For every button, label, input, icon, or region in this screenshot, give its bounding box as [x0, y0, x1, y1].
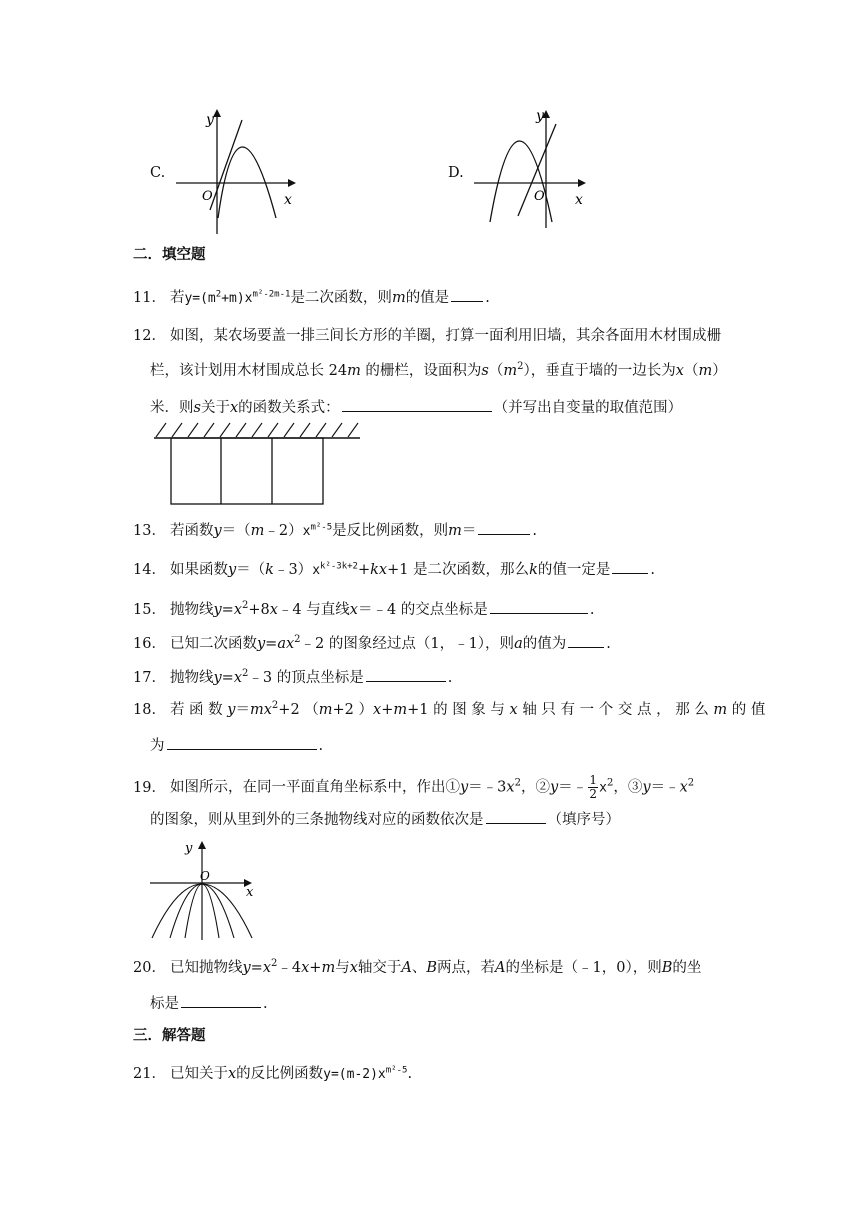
d-origin-label: O: [534, 189, 545, 204]
q12-number: 12．: [133, 328, 166, 344]
q20-answer-blank[interactable]: [181, 992, 261, 1008]
q15-answer-blank[interactable]: [490, 598, 588, 614]
question-18-line1: 18． 若 函 数 $y=mx^2+2$ （m+2 ）x+m+1 的 图 象 与 x 轴 只 有 一 个 交 点 ， 那 么 m 的 值: [133, 700, 766, 718]
question-12-line2: 栏，该计划用木材围成总长 24m 的栅栏，设面积为$s(m^2)$，垂直于墙的一边长为x（m）: [150, 361, 727, 379]
c-x-label: x: [284, 192, 292, 208]
p-y-label: y: [185, 841, 193, 856]
d-y-label: y: [536, 108, 544, 124]
question-14: 14． 如果函数$y=(k﹣3)x^{k^2-3k+2}+kx+1$ 是二次函数，那么k的值一定是 .: [133, 558, 655, 581]
question-12-line3: 米．则s关于x的函数关系式： （并写出自变量的取值范围）: [150, 396, 682, 418]
question-20-line1: 20． 已知抛物线$y=x^2﹣4x+m$与x轴交于A、B两点，若A的坐标是（﹣1，0），则B的坐: [133, 958, 702, 976]
q11-number: 11．: [133, 290, 166, 306]
q16-number: 16．: [133, 636, 166, 652]
parabolas-diagram: [148, 838, 260, 942]
question-19-line2: 的图象，则从里到外的三条抛物线对应的函数依次是 （填序号）: [150, 808, 620, 830]
pen-diagram: [150, 420, 364, 508]
c-origin-label: O: [202, 189, 213, 204]
q13-formula: $x^{m^2-5}$: [302, 522, 333, 539]
q19-answer-blank[interactable]: [486, 808, 546, 824]
q19-number: 19．: [133, 779, 166, 796]
q20-number: 20．: [133, 960, 166, 976]
q18-answer-blank[interactable]: [167, 734, 317, 750]
section-answer-title: 三．解答题: [133, 1028, 206, 1044]
question-18-line2: 为 .: [150, 734, 323, 756]
q19-fraction: $\frac{1}{2}$: [589, 773, 597, 801]
q18-number: 18．: [133, 702, 166, 718]
p-x-label: x: [246, 885, 254, 900]
question-20-line2: 标是 .: [150, 992, 268, 1014]
option-c-label[interactable]: C.: [150, 165, 166, 181]
question-12-line1: 12． 如图，某农场要盖一排三间长方形的羊圈，打算一面利用旧墙，其余各面用木材围成栅: [133, 328, 721, 344]
q14-formula: $x^{k^2-3k+2}$: [312, 561, 358, 578]
q11-answer-blank[interactable]: [451, 286, 483, 302]
section-fill-in-title: 二．填空题: [133, 247, 206, 263]
c-y-label: y: [206, 112, 214, 128]
q17-answer-blank[interactable]: [366, 666, 446, 682]
option-c-graph: [172, 106, 300, 236]
p-origin-label: O: [200, 869, 210, 883]
q21-formula: $y=(m-2)x^{m^2-5}$: [323, 1065, 408, 1082]
question-21: 21． 已知关于x的反比例函数$y=(m-2)x^{m^2-5}$.: [133, 1065, 413, 1082]
q21-number: 21．: [133, 1066, 166, 1082]
q12-answer-blank[interactable]: [342, 396, 492, 412]
option-d-graph: [472, 104, 594, 232]
question-16: 16． 已知二次函数$y=ax^2﹣2$ 的图象经过点（1，﹣1），则a的值为 .: [133, 632, 611, 654]
q15-number: 15．: [133, 602, 166, 618]
q13-number: 13．: [133, 523, 166, 539]
question-13: 13． 若函数$y=(m﹣2)x^{m^2-5}$是反比例函数，则m＝ .: [133, 519, 537, 542]
d-x-label: x: [575, 192, 583, 208]
question-19-line1: 19． 如图所示，在同一平面直角坐标系中，作出$①y=﹣3x^2$，②y＝﹣ $\frac{1}{2}$ $x^2$，$③y=﹣x^2$: [133, 773, 695, 801]
question-11: 11． 若$y=(m^2+m)x^{m^2-2m-1}$是二次函数，则m的值是 .: [133, 286, 490, 309]
q17-number: 17．: [133, 670, 166, 686]
q16-answer-blank[interactable]: [568, 632, 604, 648]
option-d-label[interactable]: D.: [448, 165, 464, 181]
q14-answer-blank[interactable]: [612, 558, 648, 574]
q13-answer-blank[interactable]: [478, 519, 530, 535]
question-15: 15． 抛物线$y=x^2+8x﹣4$ 与直线x＝﹣4 的交点坐标是 .: [133, 598, 594, 620]
question-17: 17． 抛物线$y=x^2﹣3$ 的顶点坐标是 .: [133, 666, 452, 688]
q11-formula: $y=(m^2+m)x^{m^2-2m-1}$: [184, 289, 291, 306]
q14-number: 14．: [133, 562, 166, 578]
